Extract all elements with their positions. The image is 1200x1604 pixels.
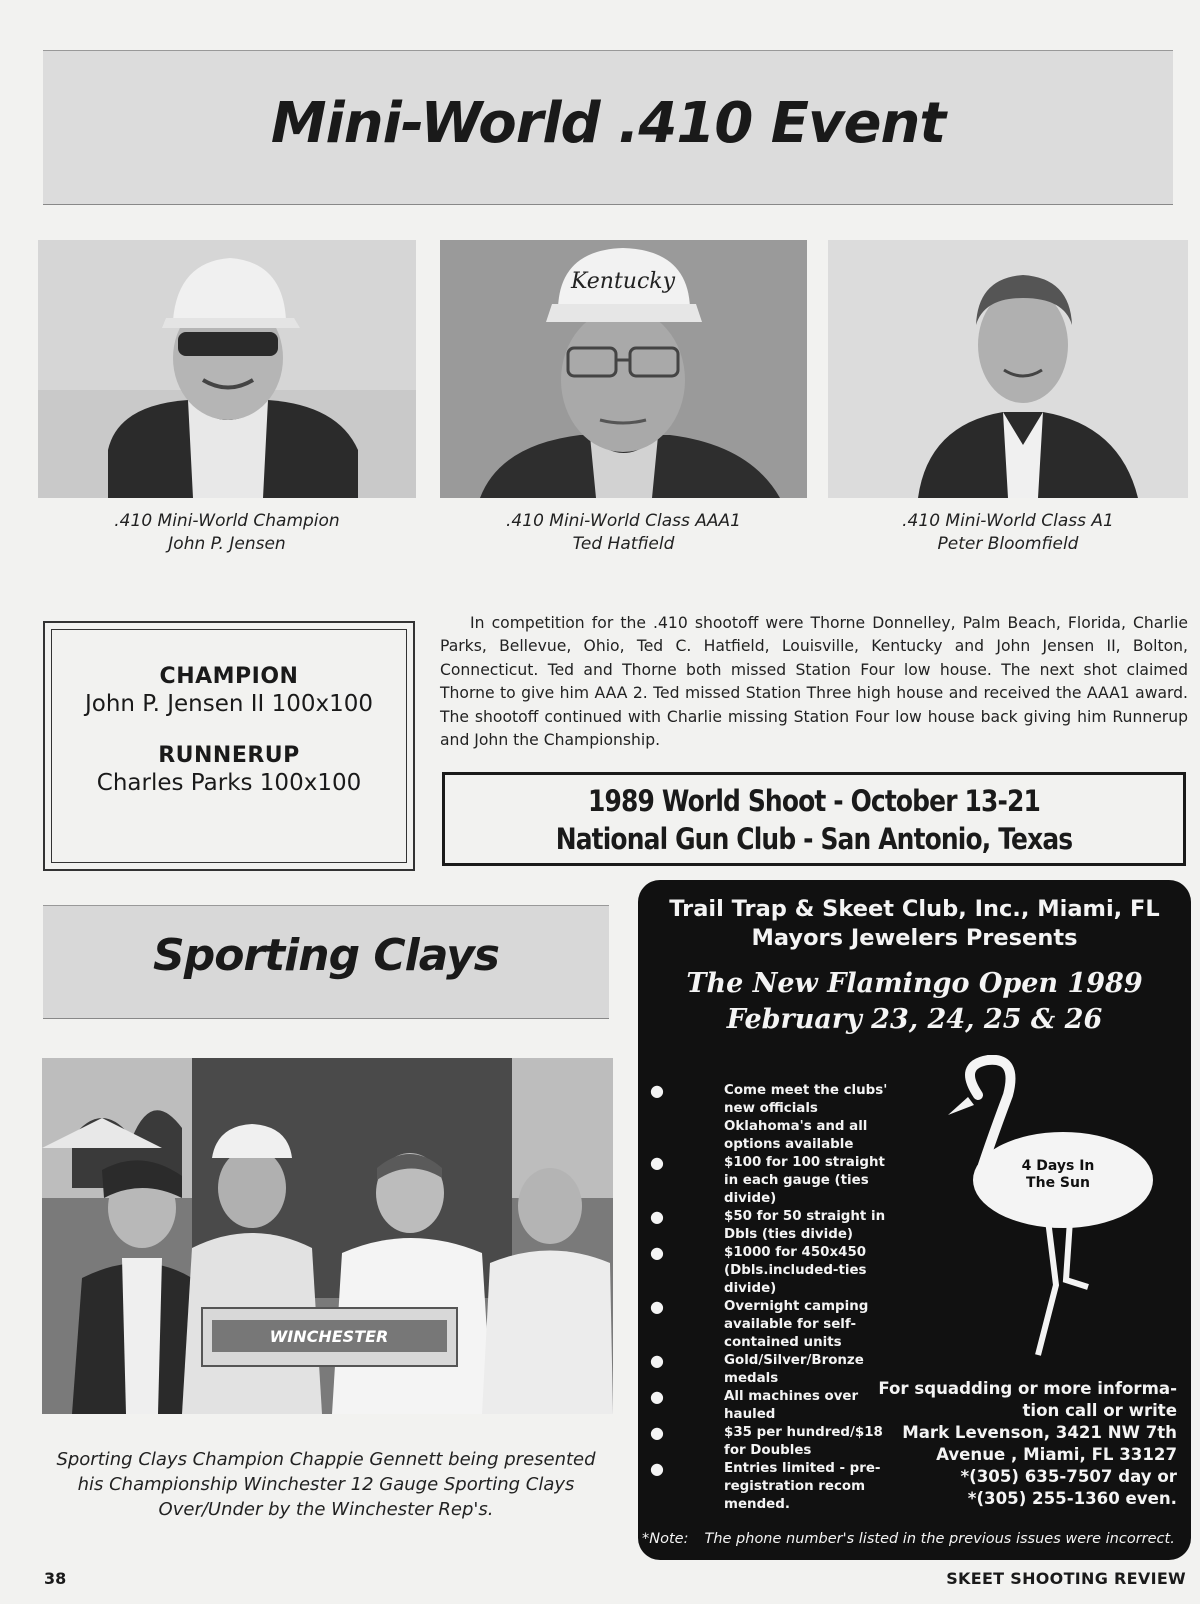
caption-line2: Peter Bloomfield <box>937 534 1079 554</box>
contact-line: *(305) 255-1360 even. <box>967 1489 1177 1508</box>
bullet-icon: ● <box>650 1459 664 1478</box>
list-item <box>638 1208 888 1244</box>
contact-line: *(305) 635-7507 day or <box>960 1467 1177 1486</box>
caption-class-aaa1 <box>440 510 807 556</box>
results-box <box>43 621 415 871</box>
caption-line2: John P. Jensen <box>168 534 286 554</box>
bullet-icon: ● <box>650 1081 664 1100</box>
caption-line1: .410 Mini-World Class AAA1 <box>506 511 741 531</box>
bullet-icon: ● <box>650 1153 664 1172</box>
page-title: Mini-World .410 Event <box>270 91 946 156</box>
photo-sporting-clays <box>42 1058 613 1414</box>
caption-line2: Ted Hatfield <box>572 534 675 554</box>
caption-line1: .410 Mini-World Champion <box>114 511 340 531</box>
sporting-clays-caption: Sporting Clays Champion Chappie Gennett being presented his Championship Winchester 12 Gauge Sporting Clays Over/Under by the Winchester Rep's. <box>56 1449 596 1520</box>
bullet-text: $35 per hundred/$18 for Doubles <box>724 1425 883 1458</box>
bullet-text: Gold/Silver/Bronze medals <box>724 1353 864 1386</box>
caption-class-a1 <box>828 510 1188 556</box>
ad-note <box>642 1531 1175 1547</box>
bullet-text: $100 for 100 straight in each gauge (ties divide) <box>724 1155 885 1206</box>
bullet-icon: ● <box>650 1423 664 1442</box>
flamingo-open-ad <box>638 880 1191 1560</box>
runnerup-label: RUNNERUP <box>158 743 300 768</box>
caption-champion <box>38 510 416 556</box>
list-item <box>638 1352 888 1388</box>
note-label: *Note: <box>642 1531 689 1547</box>
bullet-icon: ● <box>650 1207 664 1226</box>
list-item <box>638 1244 888 1298</box>
publication-name: SKEET SHOOTING REVIEW <box>946 1569 1186 1588</box>
list-item <box>638 1298 888 1352</box>
bullet-text: Overnight camping available for self-contained units <box>724 1299 869 1350</box>
ad-presenter: Mayors Jewelers Presents <box>751 925 1078 951</box>
contact-line: For squadding or more informa- <box>878 1379 1177 1398</box>
world-shoot-box <box>442 772 1186 866</box>
ad-event-name: The New Flamingo Open 1989 <box>686 968 1143 999</box>
flamingo-text-1: 4 Days In <box>1021 1158 1095 1174</box>
contact-line: tion call or write <box>1022 1401 1177 1420</box>
bullet-text: Come meet the clubs' new officials Oklahoma's and all options available <box>724 1083 888 1152</box>
bullet-icon: ● <box>650 1387 664 1406</box>
photo-champion <box>38 240 416 498</box>
ad-club-name: Trail Trap & Skeet Club, Inc., Miami, FL <box>669 896 1160 922</box>
list-item <box>638 1460 888 1514</box>
champion-value: John P. Jensen II 100x100 <box>84 691 374 717</box>
title-banner <box>43 50 1173 205</box>
ad-bullet-list <box>638 1082 888 1514</box>
note-text: The phone number's listed in the previous issues were incorrect. <box>704 1531 1175 1547</box>
list-item <box>638 1082 888 1154</box>
list-item <box>638 1424 888 1460</box>
caption-line1: .410 Mini-World Class A1 <box>902 511 1114 531</box>
flamingo-text-2: The Sun <box>1026 1175 1090 1191</box>
article-text: In competition for the .410 shootoff were Thorne Donnelley, Palm Beach, Florida, Charlie Parks, Bellevue, Ohio, Ted C. Hatfield, Louisville, Kentucky and John Jensen II, Bolton, Connecticut. Ted and Thorne both missed Station Four low house. The next shot claimed Thorne to give him AAA 2. Ted missed Station Three high house and received the AAA1 award. The shootoff continued with Charlie missing Station Four low house back giving him Runnerup and John the Championship. <box>440 614 1188 750</box>
bullet-text: Entries limited - pre-registration recom mended. <box>724 1461 881 1512</box>
sporting-clays-banner <box>43 905 609 1019</box>
bullet-icon: ● <box>650 1243 664 1262</box>
ad-contact <box>877 1378 1177 1510</box>
list-item <box>638 1154 888 1208</box>
list-item <box>638 1388 888 1424</box>
photo-class-aaa1 <box>440 240 807 498</box>
contact-line: Avenue , Miami, FL 33127 <box>936 1445 1177 1464</box>
bullet-icon: ● <box>650 1297 664 1316</box>
runnerup-value: Charles Parks 100x100 <box>96 770 362 796</box>
photo-class-a1 <box>828 240 1188 498</box>
bullet-text: $50 for 50 straight in Dbls (ties divide) <box>724 1209 886 1242</box>
world-shoot-line2: National Gun Club - San Antonio, Texas <box>555 822 1073 856</box>
flamingo-illustration <box>938 1055 1168 1375</box>
contact-line: Mark Levenson, 3421 NW 7th <box>902 1423 1177 1442</box>
page-number: 38 <box>44 1569 67 1588</box>
champion-label: CHAMPION <box>159 664 299 689</box>
ad-event-dates: February 23, 24, 25 & 26 <box>726 1004 1103 1035</box>
bullet-text: $1000 for 450x450 (Dbls.included-ties divide) <box>724 1245 867 1296</box>
cap-text: Kentucky <box>570 269 676 294</box>
winchester-box-text: WINCHESTER <box>269 1327 389 1346</box>
world-shoot-line1: 1989 World Shoot - October 13-21 <box>588 784 1040 818</box>
bullet-text: All machines over hauled <box>724 1389 859 1422</box>
sporting-clays-title: Sporting Clays <box>153 930 499 981</box>
bullet-icon: ● <box>650 1351 664 1370</box>
